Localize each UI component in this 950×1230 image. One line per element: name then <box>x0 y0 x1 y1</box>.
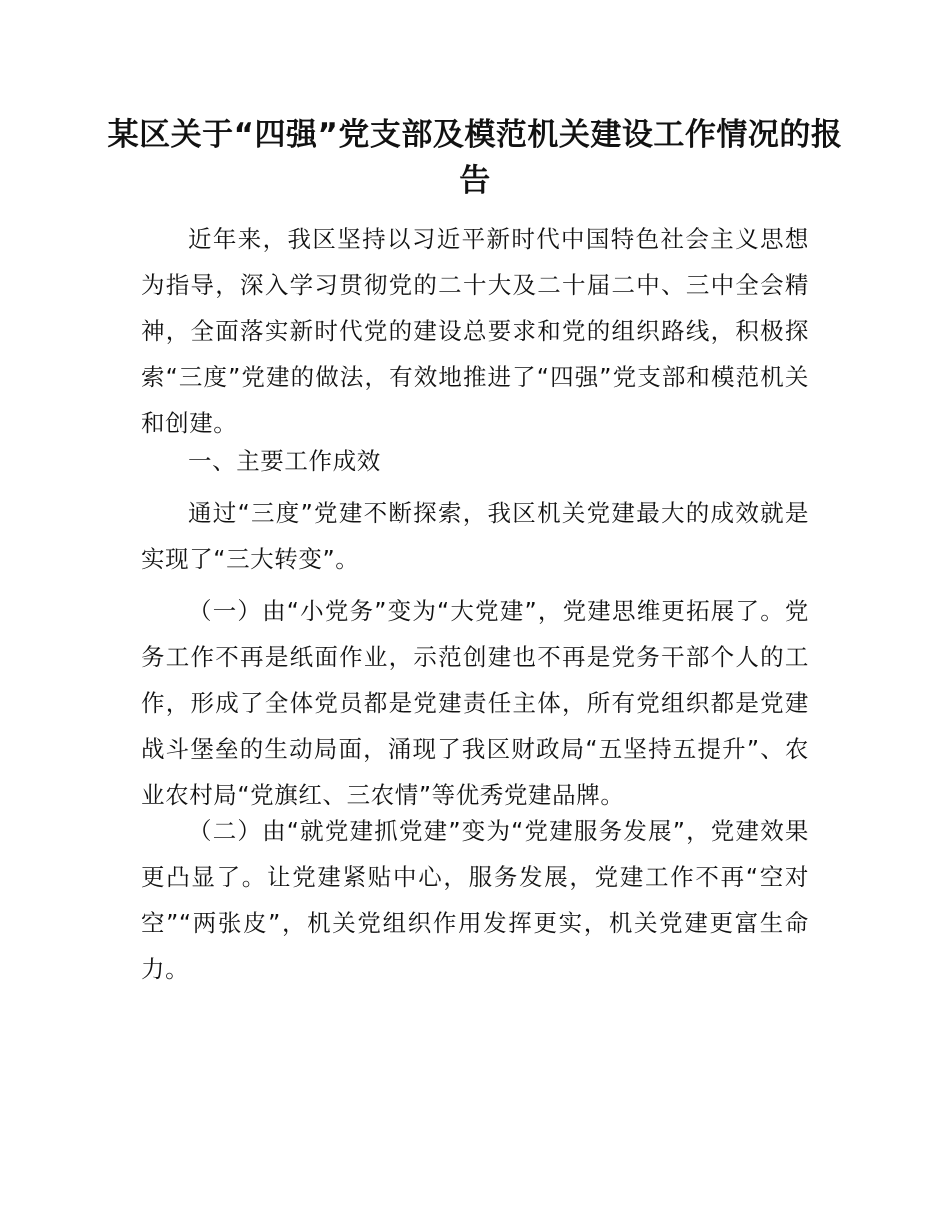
document-title: 某区关于“四强”党支部及模范机关建设工作情况的报告 <box>107 117 843 199</box>
paragraph-intro: 近年来，我区坚持以习近平新时代中国特色社会主义思想为指导，深入学习贯彻党的二十大及二十届二中、三中全会精神，全面落实新时代党的建设总要求和党的组织路线，积极探索“三度”党建的做法，有效地推进了“四强”党支部和模范机关和创建。 <box>141 225 809 437</box>
paragraph-point-two: （二）由“就党建抓党建”变为“党建服务发展”，党建效果更凸显了。让党建紧贴中心，服务发展，党建工作不再“空对空”“两张皮”，机关党组织作用发挥更实，机关党建更富生命力。 <box>141 817 809 983</box>
section-heading: 一、主要工作成效 <box>188 447 381 475</box>
paragraph-point-one: （一）由“小党务”变为“大党建”，党建思维更拓展了。党务工作不再是纸面作业，示范创建也不再是党务干部个人的工作，形成了全体党员都是党建责任主体，所有党组织都是党建战斗堡垒的生动局面，涌现了我区财政局“五坚持五提升”、农业农村局“党旗红、三农情”等优秀党建品牌。 <box>141 597 809 809</box>
paragraph-summary: 通过“三度”党建不断探索，我区机关党建最大的成效就是实现了“三大转变”。 <box>141 499 809 573</box>
